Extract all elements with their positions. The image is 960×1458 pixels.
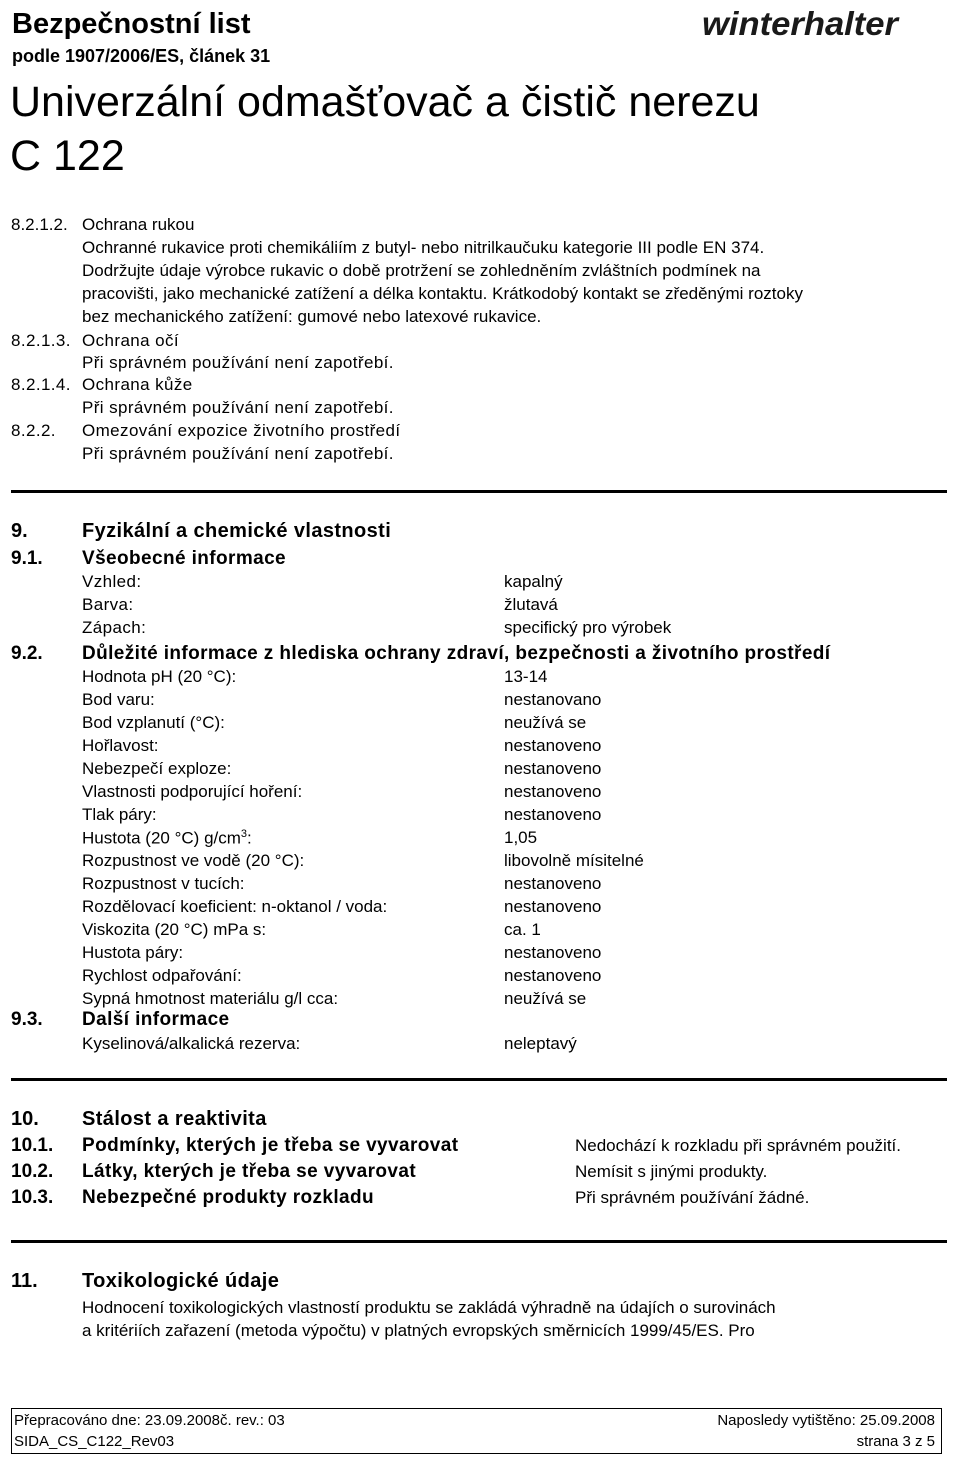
- label-colon: :: [247, 828, 252, 848]
- section-10-3-number: 10.3.: [11, 1187, 54, 1208]
- property-value: ca. 1: [504, 920, 541, 939]
- stability-subsection-title: Látky, kterých je třeba se vyvarovat: [82, 1161, 417, 1182]
- property-value: 13-14: [504, 667, 548, 686]
- stability-subsection-value: Nedochází k rozkladu při správném použití.: [575, 1136, 901, 1155]
- toxicology-line: Hodnocení toxikologických vlastností produktu se zakládá výhradně na údajích o surovinách: [82, 1298, 776, 1317]
- property-label: Hodnota pH (20 °C):: [82, 667, 237, 686]
- section-8-2-2-number: 8.2.2.: [11, 421, 56, 440]
- hand-protection-line: Ochranné rukavice proti chemikáliím z butyl- nebo nitrilkaučuku kategorie III podle EN 374.: [82, 238, 765, 257]
- property-value: nestanoveno: [504, 966, 602, 985]
- sheet-title: Bezpečnostní list: [12, 8, 251, 40]
- section-9-1-number: 9.1.: [11, 548, 43, 569]
- stability-subsection-title: Podmínky, kterých je třeba se vyvarovat: [82, 1135, 459, 1156]
- property-label: Rychlost odpařování:: [82, 966, 242, 985]
- section-9-3-title: Další informace: [82, 1009, 230, 1030]
- stability-subsection-value: Při správném používání žádné.: [575, 1188, 810, 1207]
- hand-protection-line: pracovišti, jako mechanické zatížení a délka kontaktu. Krátkodobý kontakt se zředěnými roztoky: [82, 284, 803, 303]
- property-value: nestanoveno: [504, 759, 602, 778]
- section-8-2-1-2-number: 8.2.1.2.: [11, 215, 68, 234]
- section-9-3-number: 9.3.: [11, 1009, 43, 1030]
- sheet-regulation: podle 1907/2006/ES, článek 31: [12, 46, 271, 66]
- property-label: Viskozita (20 °C) mPa s:: [82, 920, 267, 939]
- environmental-exposure-text: Při správném používání není zapotřebí.: [82, 444, 394, 463]
- section-10-2-number: 10.2.: [11, 1161, 54, 1182]
- property-value: libovolně mísitelné: [504, 851, 644, 870]
- print-date: Naposledy vytištěno: 25.09.2008: [717, 1412, 935, 1429]
- section-11-title: Toxikologické údaje: [82, 1270, 280, 1292]
- property-value: specifický pro výrobek: [504, 618, 672, 637]
- section-9-2-number: 9.2.: [11, 643, 43, 664]
- environmental-exposure-title: Omezování expozice životního prostředí: [82, 421, 401, 440]
- property-value: kapalný: [504, 572, 563, 591]
- property-label: [82, 828, 252, 849]
- product-code: C 122: [10, 132, 125, 180]
- section-10-1-number: 10.1.: [11, 1135, 54, 1156]
- revision-date: Přepracováno dne: 23.09.2008č. rev.: 03: [14, 1412, 285, 1429]
- property-value: nestanovano: [504, 690, 602, 709]
- toxicology-line: a kritériích zařazení (metoda výpočtu) v platných evropských směrnicích 1999/45/ES. Pro: [82, 1321, 755, 1340]
- property-value: nestanoveno: [504, 897, 602, 916]
- property-value: 1,05: [504, 828, 538, 847]
- section-10-title: Stálost a reaktivita: [82, 1108, 267, 1130]
- winterhalter-logo: [702, 6, 900, 44]
- hand-protection-line: Dodržujte údaje výrobce rukavic o době protržení se zohledněním zvláštních podmínek na: [82, 261, 761, 280]
- property-label: Nebezpečí exploze:: [82, 759, 232, 778]
- section-9-title: Fyzikální a chemické vlastnosti: [82, 520, 392, 542]
- page-number: strana 3 z 5: [856, 1433, 935, 1450]
- property-value: žlutavá: [504, 595, 558, 614]
- section-divider: [11, 1078, 947, 1081]
- property-label: Hustota páry:: [82, 943, 184, 962]
- density-label-text: Hustota (20 °C) g/cm: [82, 828, 241, 848]
- property-label: Rozpustnost ve vodě (20 °C):: [82, 851, 305, 870]
- property-label: Bod vzplanutí (°C):: [82, 713, 225, 732]
- section-11-number: 11.: [11, 1270, 38, 1292]
- property-label: Bod varu:: [82, 690, 155, 709]
- section-9-number: 9.: [11, 520, 28, 542]
- property-label: Rozpustnost v tucích:: [82, 874, 245, 893]
- property-label: Hořlavost:: [82, 736, 159, 755]
- document-id: SIDA_CS_C122_Rev03: [14, 1433, 175, 1450]
- property-label: Tlak páry:: [82, 805, 157, 824]
- section-divider: [11, 1240, 947, 1243]
- hand-protection-title: Ochrana rukou: [82, 215, 195, 234]
- section-8-2-1-4-number: 8.2.1.4.: [11, 375, 71, 394]
- product-name: Univerzální odmašťovač a čistič nerezu: [10, 78, 760, 126]
- property-label: Sypná hmotnost materiálu g/l cca:: [82, 989, 339, 1008]
- stability-subsection-title: Nebezpečné produkty rozkladu: [82, 1187, 375, 1208]
- property-value: nestanoveno: [504, 782, 602, 801]
- section-divider: [11, 490, 947, 493]
- section-10-number: 10.: [11, 1108, 39, 1130]
- property-label: Barva:: [82, 595, 134, 614]
- section-9-2-title: Důležité informace z hlediska ochrany zdraví, bezpečnosti a životního prostředí: [82, 643, 831, 664]
- eye-protection-title: Ochrana očí: [82, 331, 180, 350]
- eye-protection-text: Při správném používání není zapotřebí.: [82, 353, 394, 372]
- property-value: nestanoveno: [504, 943, 602, 962]
- property-value: neužívá se: [504, 989, 587, 1008]
- section-9-1-title: Všeobecné informace: [82, 548, 287, 569]
- property-value: neužívá se: [504, 713, 587, 732]
- property-label: Rozdělovací koeficient: n-oktanol / voda:: [82, 897, 388, 916]
- property-label: Vzhled:: [82, 572, 142, 591]
- unit-exponent: 3: [240, 828, 248, 840]
- section-8-2-1-3-number: 8.2.1.3.: [11, 331, 71, 350]
- skin-protection-title: Ochrana kůže: [82, 375, 193, 394]
- property-value: neleptavý: [504, 1034, 577, 1053]
- logo-wordmark: winterhalter: [702, 6, 900, 42]
- property-label: Vlastnosti podporující hoření:: [82, 782, 303, 801]
- hand-protection-line: bez mechanického zatížení: gumové nebo latexové rukavice.: [82, 307, 542, 326]
- property-label: Kyselinová/alkalická rezerva:: [82, 1034, 301, 1053]
- stability-subsection-value: Nemísit s jinými produkty.: [575, 1162, 768, 1181]
- property-value: nestanoveno: [504, 805, 602, 824]
- property-value: nestanoveno: [504, 874, 602, 893]
- skin-protection-text: Při správném používání není zapotřebí.: [82, 398, 394, 417]
- property-label: Zápach:: [82, 618, 147, 637]
- property-value: nestanoveno: [504, 736, 602, 755]
- page-footer: [11, 1408, 942, 1454]
